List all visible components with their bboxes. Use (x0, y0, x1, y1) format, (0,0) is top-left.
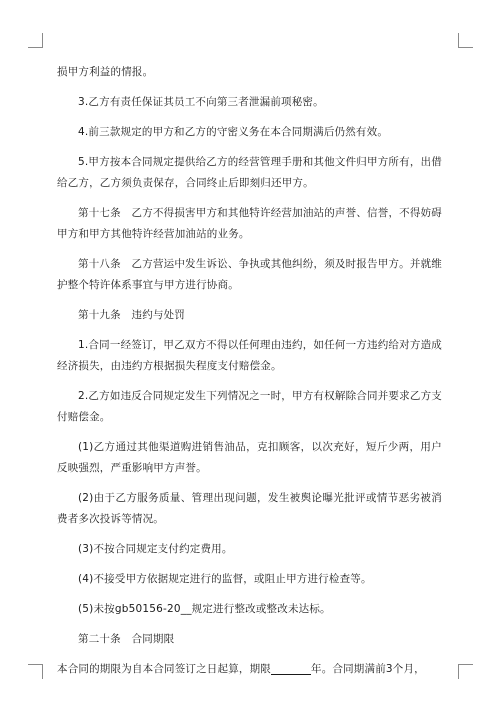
document-body (57, 62, 442, 689)
paragraph-clause-4: 4.前三款规定的甲方和乙方的守密义务在本合同期满后仍然有效。 (78, 126, 389, 138)
paragraph-contract-term (57, 659, 442, 680)
heading-article-20: 第二十条 合同期限 (78, 633, 175, 645)
crop-mark-bottom-left (28, 664, 43, 679)
paragraph-item-3: (3)不按合同规定支付约定费用。 (78, 543, 233, 555)
paragraph-article-18: 第十八条 乙方营运中发生诉讼、争执或其他纠纷，须及时报告甲方。并就维护整个特许体系事宜与甲方进行协商。 (57, 258, 442, 291)
crop-mark-top-right (458, 33, 473, 48)
contract-term-text-start: 本合同的期限为自本合同签订之日起算，期限 (57, 663, 271, 675)
paragraph-item-1: (1)乙方通过其他渠道购进销售油品，克扣顾客，以次充好，短斤少两，用户反映强烈，严重影响甲方声誉。 (57, 441, 442, 474)
term-years-blank (271, 660, 311, 675)
crop-mark-bottom-right (458, 664, 473, 679)
paragraph-breach-1: 1.合同一经签订，甲乙双方不得以任何理由违约，如任何一方违约给对方造成经济损失，由违约方根据损失程度支付赔偿金。 (57, 339, 442, 372)
crop-mark-top-left (28, 33, 43, 48)
paragraph-clause-5: 5.甲方按本合同规定提供给乙方的经营管理手册和其他文件归甲方所有，出借给乙方，乙方须负责保存，合同终止后即刻归还甲方。 (57, 156, 442, 189)
paragraph-item-2: (2)由于乙方服务质量、管理出现问题，发生被舆论曝光批评或情节恶劣被消费者多次投诉等情况。 (57, 492, 442, 525)
paragraph-continuation: 损甲方利益的情报。 (57, 66, 154, 78)
paragraph-item-5: (5)未按gb50156-20__规定进行整改或整改未达标。 (78, 603, 331, 615)
contract-term-text-end: 年。合同期满前3个月， (311, 663, 425, 675)
paragraph-item-4: (4)不接受甲方依据规定进行的监督，或阻止甲方进行检查等。 (78, 573, 372, 585)
paragraph-clause-3: 3.乙方有责任保证其员工不向第三者泄漏前项秘密。 (78, 96, 324, 108)
paragraph-breach-2: 2.乙方如违反合同规定发生下列情况之一时，甲方有权解除合同并要求乙方支付赔偿金。 (57, 390, 442, 423)
paragraph-article-17: 第十七条 乙方不得损害甲方和其他特许经营加油站的声誉、信誉，不得妨碍甲方和甲方其他特许经营加油站的业务。 (57, 207, 442, 240)
heading-article-19: 第十九条 违约与处罚 (78, 309, 185, 321)
